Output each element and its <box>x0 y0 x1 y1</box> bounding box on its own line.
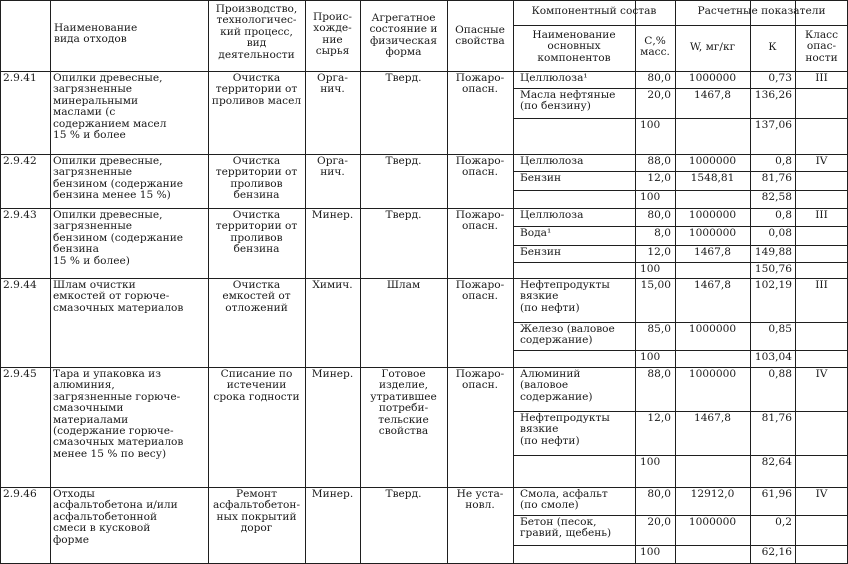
component-w: 1000000 <box>688 155 737 167</box>
component-k: 0,73 <box>768 72 792 84</box>
component-k: 0,8 <box>775 155 792 167</box>
row-hazard-class: IV <box>815 155 828 167</box>
component-name: Масла нефтяные (по бензину) <box>520 89 616 113</box>
component-w: 1467,8 <box>693 412 732 424</box>
header-k: К <box>768 41 777 53</box>
component-c: 80,0 <box>647 72 671 84</box>
component-separator <box>513 545 848 546</box>
header-waste-name: Наименование вида отходов <box>54 22 138 46</box>
component-separator <box>513 226 848 227</box>
component-k: 0,08 <box>768 227 792 239</box>
component-c: 12,0 <box>647 246 671 258</box>
row-waste-name: Отходы асфальтобетона и/или асфальтобетонной смеси в кусковой форме <box>53 488 178 546</box>
component-name: Бензин <box>520 172 562 184</box>
row-process: Очистка территории от проливов бензина <box>215 209 298 256</box>
row-state: Тверд. <box>385 488 422 500</box>
column-rule <box>675 0 676 1</box>
component-name: Бензин <box>520 246 562 258</box>
component-w: 12912,0 <box>690 488 735 500</box>
component-c: 8,0 <box>654 227 671 239</box>
row-state: Шлам <box>386 279 421 291</box>
row-process: Очистка территории от проливов бензина <box>215 155 298 202</box>
component-name: Целлюлоза <box>520 155 584 167</box>
table-top-rule <box>0 0 848 1</box>
total-c: 100 <box>640 263 661 275</box>
header-composition: Компонентный состав <box>531 5 657 17</box>
component-w: 1467,8 <box>693 89 732 101</box>
row-process: Очистка территории от проливов масел <box>211 72 302 107</box>
component-c: 15,00 <box>640 279 671 291</box>
component-k: 61,96 <box>761 488 792 500</box>
header-class: Класс опас- ности <box>804 29 839 64</box>
row-code: 2.9.42 <box>3 155 37 167</box>
row-origin: Минер. <box>311 368 354 380</box>
row-waste-name: Тара и упаковка из алюминия, загрязненные горюче- смазочными материалами (содержание горюче- смазочных материалов менее 15 % по весу) <box>53 368 184 460</box>
component-k: 102,19 <box>754 279 792 291</box>
row-origin: Химич. <box>312 279 353 291</box>
component-w: 1467,8 <box>693 246 732 258</box>
header-c: С,% масс. <box>640 35 670 59</box>
total-k: 150,76 <box>754 263 792 275</box>
header-process: Производство, технологичес- кий процесс, вид деятельности <box>215 3 298 61</box>
component-c: 80,0 <box>647 488 671 500</box>
row-state: Готовое изделие, утратившее потреби- тельские свойства <box>370 368 437 438</box>
row-process: Ремонт асфальтобетон- ных покрытий дорог <box>212 488 301 535</box>
component-k: 0,88 <box>768 368 792 380</box>
row-code: 2.9.44 <box>3 279 37 291</box>
component-separator <box>513 262 848 263</box>
row-hazard-class: III <box>815 279 828 291</box>
row-code: 2.9.43 <box>3 209 37 221</box>
component-separator <box>513 190 848 191</box>
component-c: 85,0 <box>647 323 671 335</box>
header-group-rule <box>513 25 848 26</box>
row-waste-name: Шлам очистки емкостей от горюче- смазочных материалов <box>53 279 184 314</box>
column-rule <box>50 0 51 564</box>
total-k: 62,16 <box>761 546 792 558</box>
row-state: Тверд. <box>385 209 422 221</box>
total-k: 82,58 <box>761 191 792 203</box>
component-c: 12,0 <box>647 412 671 424</box>
component-k: 0,2 <box>775 516 792 528</box>
row-code: 2.9.46 <box>3 488 37 500</box>
component-w: 1467,8 <box>693 279 732 291</box>
component-k: 136,26 <box>754 89 792 101</box>
row-hazard: Пожаро- опасн. <box>455 155 505 179</box>
total-c: 100 <box>640 191 661 203</box>
component-w: 1000000 <box>688 323 737 335</box>
component-name: Вода¹ <box>520 227 552 239</box>
row-origin: Минер. <box>311 488 354 500</box>
row-hazard: Пожаро- опасн. <box>455 279 505 303</box>
header-calc: Расчетные показатели <box>697 5 826 17</box>
component-k: 81,76 <box>761 172 792 184</box>
row-origin: Орга- нич. <box>317 72 348 96</box>
row-process: Очистка емкостей от отложений <box>222 279 291 314</box>
component-name: Нефтепродукты вязкие (по нефти) <box>520 412 610 447</box>
component-name: Алюминий (валовое содержание) <box>520 368 593 403</box>
row-waste-name: Опилки древесные, загрязненные бензином (содержание бензина менее 15 %) <box>53 155 184 202</box>
component-name: Целлюлоза <box>520 209 584 221</box>
total-c: 100 <box>640 351 661 363</box>
row-state: Тверд. <box>385 72 422 84</box>
component-separator <box>513 245 848 246</box>
component-k: 0,8 <box>775 209 792 221</box>
component-k: 0,85 <box>768 323 792 335</box>
component-separator <box>513 455 848 456</box>
total-c: 100 <box>640 456 661 468</box>
component-separator <box>513 171 848 172</box>
row-hazard: Пожаро- опасн. <box>455 72 505 96</box>
row-origin: Орга- нич. <box>317 155 348 179</box>
total-c: 100 <box>640 546 661 558</box>
header-state: Агрегатное состояние и физическая форма <box>369 12 438 59</box>
row-hazard-class: IV <box>815 488 828 500</box>
row-code: 2.9.45 <box>3 368 37 380</box>
component-c: 20,0 <box>647 516 671 528</box>
column-rule <box>0 0 1 564</box>
component-separator <box>513 118 848 119</box>
row-hazard: Не уста- новл. <box>456 488 504 512</box>
row-state: Тверд. <box>385 155 422 167</box>
component-w: 1000000 <box>688 368 737 380</box>
header-hazard: Опасные свойства <box>455 24 505 48</box>
row-hazard-class: III <box>815 72 828 84</box>
component-name: Целлюлоза¹ <box>520 72 588 84</box>
header-component-name: Наименование основных компонентов <box>532 29 616 64</box>
component-w: 1000000 <box>688 516 737 528</box>
component-name: Нефтепродукты вязкие (по нефти) <box>520 279 610 314</box>
component-name: Бетон (песок, гравий, щебень) <box>520 516 612 540</box>
row-hazard: Пожаро- опасн. <box>455 209 505 233</box>
row-hazard-class: IV <box>815 368 828 380</box>
total-k: 82,64 <box>761 456 792 468</box>
component-c: 80,0 <box>647 209 671 221</box>
component-c: 20,0 <box>647 89 671 101</box>
component-separator <box>513 350 848 351</box>
component-c: 12,0 <box>647 172 671 184</box>
total-k: 103,04 <box>754 351 792 363</box>
row-hazard-class: III <box>815 209 828 221</box>
component-w: 1548,81 <box>690 172 735 184</box>
component-c: 88,0 <box>647 368 671 380</box>
component-w: 1000000 <box>688 72 737 84</box>
component-w: 1000000 <box>688 209 737 221</box>
header-w: W, мг/кг <box>689 41 736 53</box>
component-name: Железо (валовое содержание) <box>520 323 615 347</box>
row-waste-name: Опилки древесные, загрязненные бензином (содержание бензина 15 % и более) <box>53 209 184 267</box>
component-k: 81,76 <box>761 412 792 424</box>
component-w: 1000000 <box>688 227 737 239</box>
component-k: 149,88 <box>754 246 792 258</box>
row-hazard: Пожаро- опасн. <box>455 368 505 392</box>
total-k: 137,06 <box>754 119 792 131</box>
component-name: Смола, асфальт (по смоле) <box>520 488 608 512</box>
column-rule <box>513 0 514 564</box>
total-c: 100 <box>640 119 661 131</box>
component-c: 88,0 <box>647 155 671 167</box>
row-waste-name: Опилки древесные, загрязненные минеральными маслами (с содержанием масел 15 % и более <box>53 72 167 142</box>
row-process: Списание по истечении срока годности <box>213 368 300 403</box>
row-code: 2.9.41 <box>3 72 37 84</box>
header-origin: Проис- хожде- ние сырья <box>313 11 352 58</box>
row-origin: Минер. <box>311 209 354 221</box>
